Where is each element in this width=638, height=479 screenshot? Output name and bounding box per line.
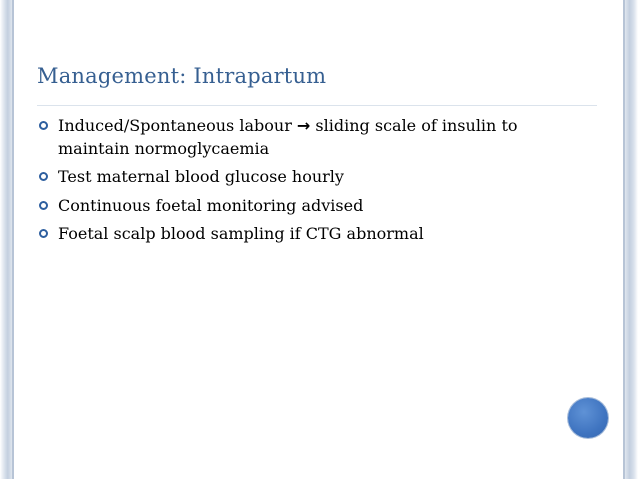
bullet-item xyxy=(37,223,557,246)
bullet-text: Foetal scalp blood sampling if CTG abnormal xyxy=(58,224,424,243)
left-border-line xyxy=(12,0,14,479)
slide-title: Management: Intrapartum xyxy=(37,64,327,88)
right-border-decoration xyxy=(624,0,638,479)
ring-bullet-icon xyxy=(39,229,48,238)
bullet-text-continued: sliding scale of insulin to maintain normoglycaemia xyxy=(58,116,518,158)
bullet-item xyxy=(37,195,557,218)
bullet-item xyxy=(37,115,557,160)
right-border-line xyxy=(623,0,625,479)
ring-bullet-icon xyxy=(39,121,48,130)
title-divider xyxy=(37,105,597,106)
ring-bullet-icon xyxy=(39,172,48,181)
bullet-text: Induced/Spontaneous labour xyxy=(58,116,297,135)
right-arrow-icon: → xyxy=(296,116,311,135)
ring-bullet-icon xyxy=(39,201,48,210)
bullet-text: Test maternal blood glucose hourly xyxy=(58,167,344,186)
bullet-list xyxy=(37,115,557,252)
blue-circle-icon xyxy=(568,398,608,438)
bullet-text: Continuous foetal monitoring advised xyxy=(58,195,364,215)
bullet-item xyxy=(37,166,557,189)
